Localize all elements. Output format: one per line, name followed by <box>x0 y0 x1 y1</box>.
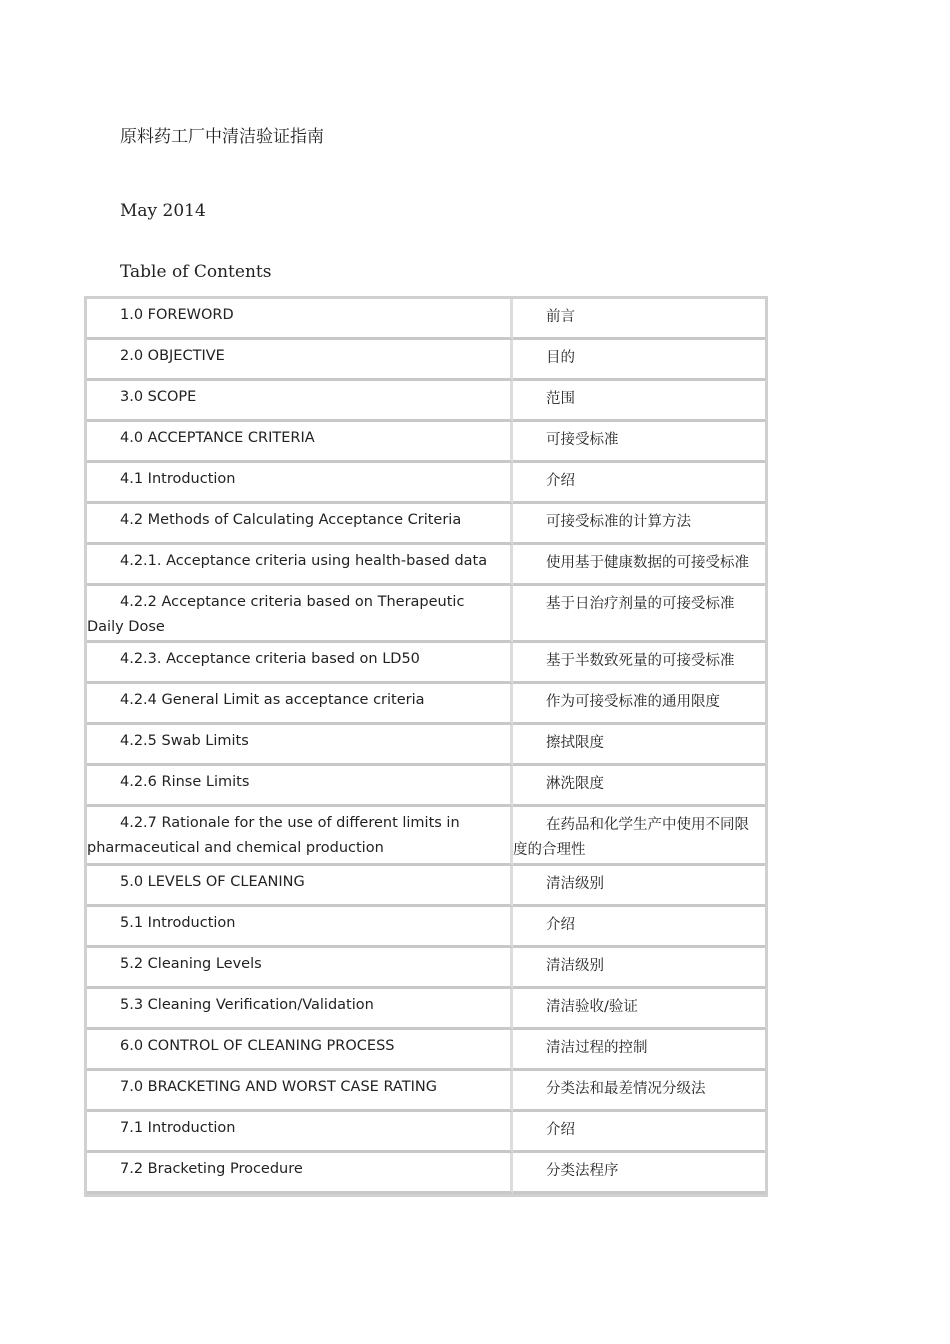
toc-row <box>87 381 765 422</box>
toc-entry-chinese: 分类法和最差情况分级法 <box>513 1071 765 1112</box>
toc-entry-chinese: 淋洗限度 <box>513 766 765 807</box>
toc-row <box>87 463 765 504</box>
toc-row <box>87 340 765 381</box>
toc-row <box>87 766 765 807</box>
toc-entry-english: 5.1 Introduction <box>87 907 513 948</box>
toc-entry-english: 4.2.3. Acceptance criteria based on LD50 <box>87 643 513 684</box>
toc-row <box>87 1071 765 1112</box>
toc-row <box>87 725 765 766</box>
toc-entry-chinese: 分类法程序 <box>513 1153 765 1194</box>
toc-entry-english: 4.2.6 Rinse Limits <box>87 766 513 807</box>
toc-entry-english: 4.0 ACCEPTANCE CRITERIA <box>87 422 513 463</box>
toc-entry-english: 5.0 LEVELS OF CLEANING <box>87 866 513 907</box>
toc-entry-chinese: 使用基于健康数据的可接受标准 <box>513 545 765 586</box>
toc-entry-chinese: 作为可接受标准的通用限度 <box>513 684 765 725</box>
toc-entry-english: 3.0 SCOPE <box>87 381 513 422</box>
toc-entry-english: 7.2 Bracketing Procedure <box>87 1153 513 1194</box>
toc-entry-english: 6.0 CONTROL OF CLEANING PROCESS <box>87 1030 513 1071</box>
toc-entry-chinese: 可接受标准的计算方法 <box>513 504 765 545</box>
toc-row <box>87 504 765 545</box>
toc-entry-english: 4.2.2 Acceptance criteria based on Therapeutic Daily Dose <box>87 586 513 643</box>
toc-entry-english: 4.2.7 Rationale for the use of different limits in pharmaceutical and chemical production <box>87 807 513 866</box>
toc-row <box>87 643 765 684</box>
toc-entry-chinese: 基于日治疗剂量的可接受标准 <box>513 586 765 643</box>
toc-entry-english: 4.2.5 Swab Limits <box>87 725 513 766</box>
toc-entry-chinese: 清洁级别 <box>513 866 765 907</box>
toc-entry-chinese: 前言 <box>513 299 765 340</box>
toc-entry-english: 4.1 Introduction <box>87 463 513 504</box>
toc-entry-chinese: 在药品和化学生产中使用不同限度的合理性 <box>513 807 765 866</box>
toc-row <box>87 989 765 1030</box>
toc-entry-chinese: 清洁验收/验证 <box>513 989 765 1030</box>
toc-entry-chinese: 介绍 <box>513 463 765 504</box>
toc-entry-english: 7.0 BRACKETING AND WORST CASE RATING <box>87 1071 513 1112</box>
toc-entry-english: 5.3 Cleaning Verification/Validation <box>87 989 513 1030</box>
toc-entry-english: 5.2 Cleaning Levels <box>87 948 513 989</box>
toc-row <box>87 299 765 340</box>
toc-entry-chinese: 清洁过程的控制 <box>513 1030 765 1071</box>
toc-row <box>87 545 765 586</box>
toc-row <box>87 422 765 463</box>
toc-entry-chinese: 介绍 <box>513 1112 765 1153</box>
toc-entry-english: 1.0 FOREWORD <box>87 299 513 340</box>
toc-row <box>87 866 765 907</box>
toc-row <box>87 807 765 866</box>
document-date: May 2014 <box>120 201 206 221</box>
toc-row <box>87 586 765 643</box>
toc-entry-english: 4.2.1. Acceptance criteria using health-based data <box>87 545 513 586</box>
toc-entry-chinese: 擦拭限度 <box>513 725 765 766</box>
toc-entry-english: 4.2 Methods of Calculating Acceptance Criteria <box>87 504 513 545</box>
toc-row <box>87 1153 765 1194</box>
toc-entry-chinese: 基于半数致死量的可接受标准 <box>513 643 765 684</box>
toc-entry-english: 7.1 Introduction <box>87 1112 513 1153</box>
toc-entry-chinese: 清洁级别 <box>513 948 765 989</box>
toc-entry-chinese: 范围 <box>513 381 765 422</box>
toc-row <box>87 907 765 948</box>
toc-entry-english: 2.0 OBJECTIVE <box>87 340 513 381</box>
toc-row <box>87 948 765 989</box>
toc-entry-chinese: 介绍 <box>513 907 765 948</box>
toc-row <box>87 1030 765 1071</box>
toc-entry-chinese: 可接受标准 <box>513 422 765 463</box>
toc-row <box>87 684 765 725</box>
table-of-contents <box>84 296 768 1197</box>
toc-entry-chinese: 目的 <box>513 340 765 381</box>
toc-entry-english: 4.2.4 General Limit as acceptance criteria <box>87 684 513 725</box>
toc-heading: Table of Contents <box>120 262 272 282</box>
document-title: 原料药工厂中清洁验证指南 <box>120 127 324 147</box>
toc-row <box>87 1112 765 1153</box>
